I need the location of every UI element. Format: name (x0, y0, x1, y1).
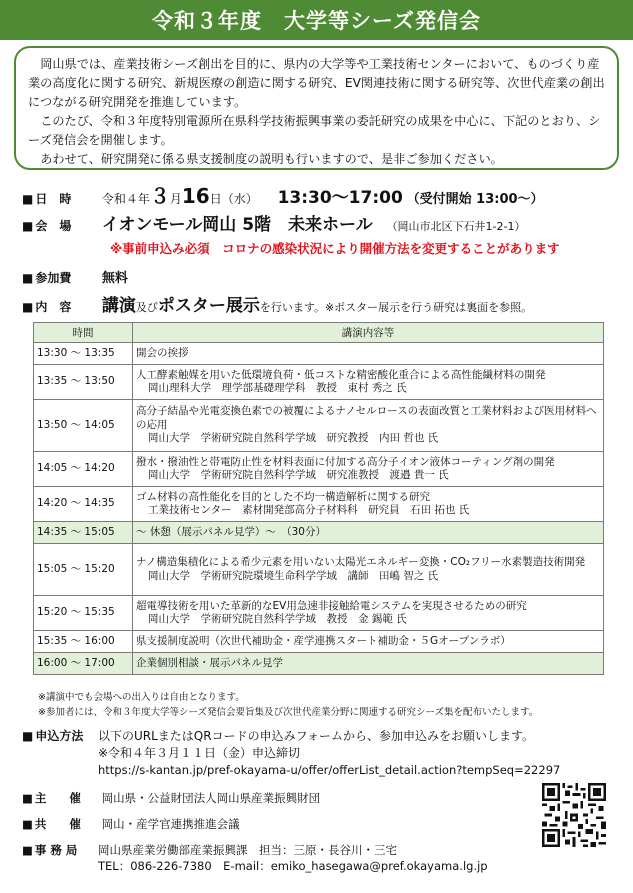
row-speaker: 岡山大学 学術研究院自然科学学域 研究教授 内田 哲也 氏 (148, 432, 439, 445)
row-time: 14:35 ～ 15:05 (34, 522, 133, 544)
office-label: ■ 事 務 局 (22, 842, 98, 858)
content-row (22, 291, 532, 316)
apply-url-link[interactable]: https://s-kantan.jp/pref-okayama-u/offer/offerList_detail.action?tempSeq=22297 (98, 763, 561, 777)
row-title: ナノ構造集積化による希少元素を用いない太陽光エネルギー変換・CO₂フリー水素製造技術開発 (136, 556, 586, 568)
row-time: 15:35 ～ 16:00 (34, 631, 133, 653)
host-value: 岡山県・公益財団法人岡山県産業振興財団 (101, 791, 321, 805)
row-speaker: 岡山大学 学術研究院環境生命科学学域 講師 田嶋 智之 氏 (148, 569, 439, 582)
host-row (22, 790, 320, 806)
cohost-row (22, 816, 240, 832)
schedule-header-row (34, 323, 604, 343)
table-row (34, 653, 604, 675)
table-row (34, 365, 604, 400)
date-day-unit: 日 (209, 192, 222, 206)
row-title: 超電導技術を用いた革新的なEV用急速非接触給電システムを実現させるための研究 (136, 599, 527, 612)
venue-name: イオンモール岡山 5階 未来ホール (101, 215, 373, 235)
table-row (34, 544, 604, 596)
row-title: ゴム材料の高性能化を目的とした不均一構造解析に関する研究 (136, 490, 430, 503)
intro-paragraph-3: あわせて、研究開発に係る県支援制度の説明も行いますので、是非ご参加ください。 (40, 152, 503, 166)
date-month: ３ (149, 184, 170, 208)
office-row (22, 842, 488, 874)
table-row (34, 452, 604, 487)
row-time: 15:20 ～ 15:35 (34, 596, 133, 631)
date-month-unit: 月 (169, 192, 182, 206)
row-content (133, 400, 604, 452)
page-title: 令和３年度 大学等シーズ発信会 (0, 0, 633, 40)
note-1: ※講演中でも会場への出入りは自由となります。 (38, 692, 245, 703)
reception-time: （受付開始 13:00～） (406, 192, 544, 207)
table-row (34, 487, 604, 522)
office-line-1: 岡山県産業労働部産業振興課 担当：三原・長谷川・三宅 (98, 843, 397, 857)
intro-paragraph-1: 岡山県では、産業技術シーズ創出を目的に、県内の大学等や工業技術センターにおいて、ものづくり産業の高度化に関する研究、新規医療の創造に関する研究、EV関連技術に関する研究等、次世代産業の創出につながる研究開発を推進しています。 (28, 57, 605, 109)
apply-deadline: ※令和４年３月１１日（金）申込締切 (98, 746, 301, 760)
content-and: 及び (135, 301, 158, 314)
qr-code-icon[interactable] (542, 783, 606, 847)
row-speaker: 工業技術センター 素材開発部高分子材料科 研究員 石田 拓也 氏 (148, 504, 470, 516)
row-time: 13:50 ～ 14:05 (34, 400, 133, 452)
table-row (34, 400, 604, 452)
row-time: 16:00 ～ 17:00 (34, 653, 133, 675)
apply-line-1: 以下のURLまたはQRコードの申込みフォームから、参加申込みをお願いします。 (98, 729, 535, 743)
header-content: 講演内容等 (133, 323, 604, 343)
row-content (133, 452, 604, 487)
row-content (133, 544, 604, 596)
row-title: 県支援制度説明（次世代補助金・産学連携スタート補助金・５Gオープンラボ） (133, 631, 604, 653)
fee-label: ■ 参加費 (22, 269, 98, 286)
row-content (133, 365, 604, 400)
venue-label: ■ 会 場 (22, 217, 98, 234)
table-row (34, 343, 604, 365)
content-poster: ポスター展示 (157, 296, 260, 316)
office-line-2: TEL：086-226-7380 E-mail：emiko_hasegawa@pref.okayama.lg.jp (98, 859, 488, 873)
content-desc: を行います。※ポスター展示を行う研究は裏面を参照。 (259, 301, 533, 314)
fee-row (22, 267, 128, 286)
row-title: 開会の挨拶 (133, 343, 604, 365)
date-label: ■ 日 時 (22, 190, 98, 207)
header-time: 時間 (34, 323, 133, 343)
intro-paragraph-2: このたび、令和３年度特別電源所在県科学技術振興事業の委託研究の成果を中心に、下記のとおり、シーズ発信会を開催します。 (28, 114, 601, 147)
date-era: 令和４年 (101, 192, 150, 206)
note-2: ※参加者には、令和３年度大学等シーズ発信会要旨集及び次世代産業分野に関連する研究シーズ集を配布いたします。 (38, 707, 539, 718)
table-row (34, 596, 604, 631)
row-time: 13:30 ～ 13:35 (34, 343, 133, 365)
apply-section (22, 728, 560, 779)
row-time: 14:05 ～ 14:20 (34, 452, 133, 487)
cohost-value: 岡山・産学官連携推進会議 (101, 817, 240, 831)
row-speaker: 岡山大学 学術研究院自然科学学域 教授 金 錫範 氏 (148, 613, 407, 625)
venue-warning (110, 239, 560, 257)
row-title: ～ 休憩（展示パネル見学）～ （30分） (133, 522, 604, 544)
table-row (34, 631, 604, 653)
row-content (133, 487, 604, 522)
date-row (22, 180, 544, 209)
date-day: 16 (181, 184, 210, 208)
row-title: 撥水・撥油性と帯電防止性を材料表面に付加する高分子イオン液体コーティング剤の開発 (136, 455, 555, 468)
warning-text: ※事前申込み必須 コロナの感染状況により開催方法を変更することがあります (110, 241, 560, 256)
row-time: 14:20 ～ 14:35 (34, 487, 133, 522)
apply-label: ■ 申込方法 (22, 728, 98, 745)
host-label: ■ 主 催 (22, 790, 98, 806)
fee-value: 無料 (101, 271, 128, 286)
content-lecture: 講演 (101, 296, 136, 316)
event-time: 13:30～17:00 (277, 188, 403, 208)
intro-box (14, 46, 619, 170)
cohost-label: ■ 共 催 (22, 816, 98, 832)
content-label: ■ 内 容 (22, 298, 98, 315)
row-title: 企業個別相談・展示パネル見学 (133, 653, 604, 675)
row-speaker: 岡山大学 学術研究院自然科学学域 研究准教授 渡邉 貴一 氏 (148, 469, 449, 481)
row-time: 15:05 ～ 15:20 (34, 544, 133, 596)
venue-row (22, 210, 525, 235)
schedule-table (33, 322, 604, 675)
row-time: 13:35 ～ 13:50 (34, 365, 133, 400)
date-weekday: （水） (221, 192, 258, 206)
row-content (133, 596, 604, 631)
row-speaker: 岡山理科大学 理学部基礎理学科 教授 東村 秀之 氏 (148, 382, 407, 394)
row-title: 人工酵素触媒を用いた低環境負荷・低コストな精密酸化重合による高性能繊材料の開発 (136, 368, 546, 381)
row-title: 高分子結晶や光電変換色素での被覆によるナノセルロースの表面改質と工業材料および医用材料への応用 (136, 405, 597, 431)
notes (38, 690, 538, 720)
table-row-break (34, 522, 604, 544)
venue-address: （岡山市北区下石井1-2-1） (386, 220, 526, 233)
